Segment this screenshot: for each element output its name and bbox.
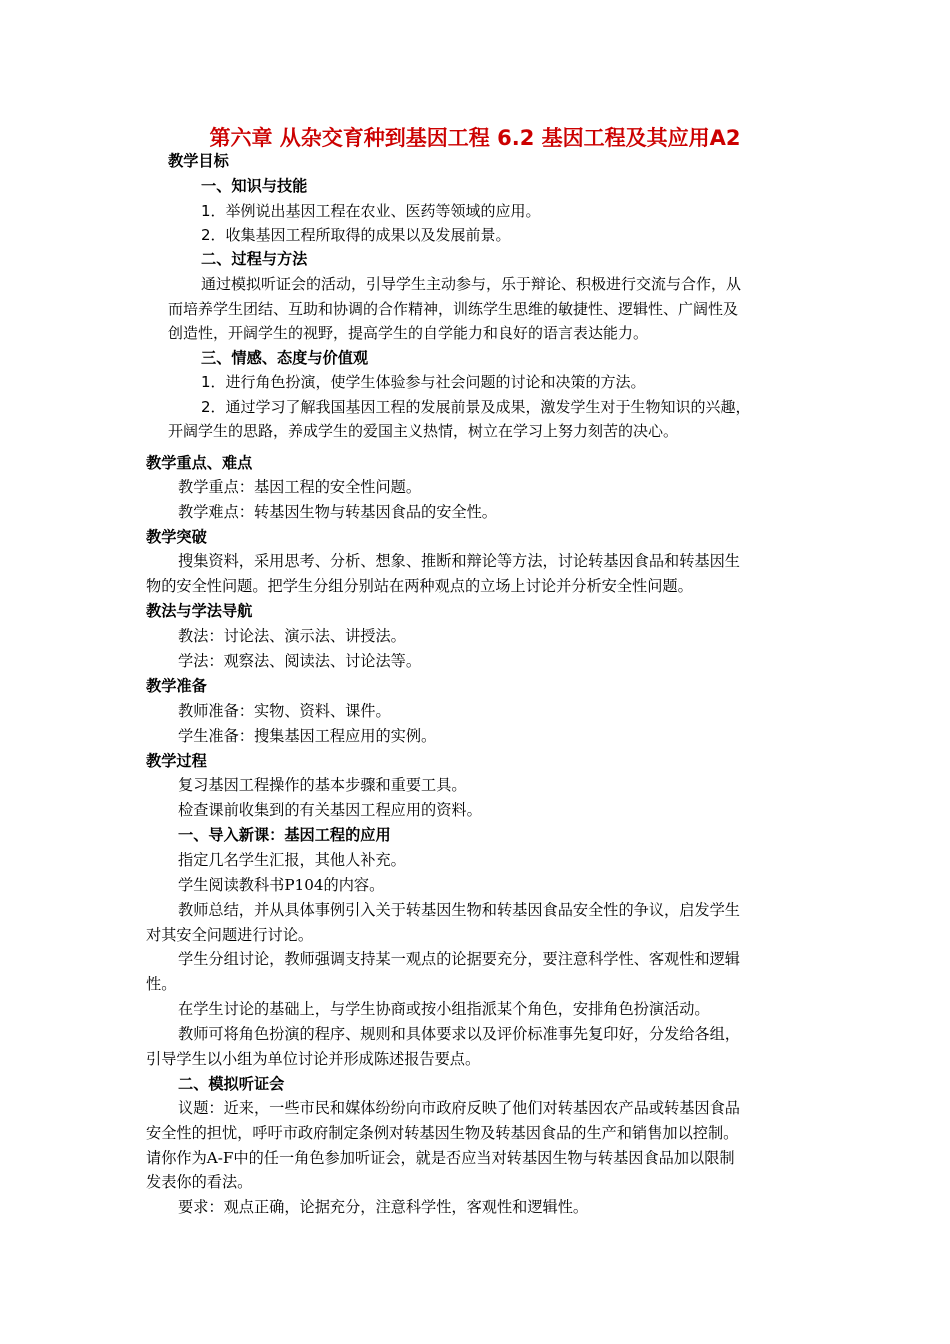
part1-line: 教师总结，并从具体事例引入关于转基因生物和转基因食品安全性的争议，启发学生 <box>178 901 740 919</box>
process-methods-heading: 二、过程与方法 <box>201 250 308 268</box>
procedure-intro-line: 复习基因工程操作的基本步骤和重要工具。 <box>178 776 467 794</box>
part2-line: 请你作为A-F中的任一角色参加听证会，就是否应当对转基因生物与转基因食品加以限制 <box>146 1149 735 1167</box>
attitude-values-heading: 三、情感、态度与价值观 <box>201 349 369 367</box>
attitude-line: 2．通过学习了解我国基因工程的发展前景及成果，激发学生对于生物知识的兴趣， <box>201 398 751 416</box>
key-points-line: 教学重点：基因工程的安全性问题。 <box>178 478 421 496</box>
part1-line: 在学生讨论的基础上，与学生协商或按小组指派某个角色，安排角色扮演活动。 <box>178 1000 710 1018</box>
preparation-line: 学生准备：搜集基因工程应用的实例。 <box>178 727 437 745</box>
part1-line: 学生阅读教科书P104的内容。 <box>178 876 385 894</box>
part1-heading: 一、导入新课：基因工程的应用 <box>178 826 391 844</box>
part1-line: 性。 <box>146 975 177 993</box>
procedure-intro-line: 检查课前收集到的有关基因工程应用的资料。 <box>178 801 482 819</box>
part2-line: 安全性的担忧，呼吁市政府制定条例对转基因生物及转基因食品的生产和销售加以控制。 <box>146 1124 739 1142</box>
objectives-heading: 教学目标 <box>168 152 229 170</box>
knowledge-item: 2．收集基因工程所取得的成果以及发展前景。 <box>201 226 511 244</box>
document-title: 第六章 从杂交育种到基因工程 6.2 基因工程及其应用A2 <box>209 126 741 150</box>
attitude-line: 1．进行角色扮演，使学生体验参与社会问题的讨论和决策的方法。 <box>201 373 646 391</box>
attitude-line: 开阔学生的思路，养成学生的爱国主义热情，树立在学习上努力刻苦的决心。 <box>168 422 679 440</box>
part2-heading: 二、模拟听证会 <box>178 1075 285 1093</box>
part1-line: 教师可将角色扮演的程序、规则和具体要求以及评价标准事先复印好，分发给各组， <box>178 1025 740 1043</box>
part2-line: 议题：近来，一些市民和媒体纷纷向市政府反映了他们对转基因农产品或转基因食品 <box>178 1099 740 1117</box>
key-points-line: 教学难点：转基因生物与转基因食品的安全性。 <box>178 503 497 521</box>
methods-line: 学法：观察法、阅读法、讨论法等。 <box>178 652 421 670</box>
process-line: 而培养学生团结、互助和协调的合作精神，训练学生思维的敏捷性、逻辑性、广阔性及 <box>168 300 739 318</box>
knowledge-item: 1．举例说出基因工程在农业、医药等领域的应用。 <box>201 202 541 220</box>
preparation-heading: 教学准备 <box>146 677 207 695</box>
part1-line: 引导学生以小组为单位讨论并形成陈述报告要点。 <box>146 1050 481 1068</box>
breakthrough-line: 物的安全性问题。把学生分组分别站在两种观点的立场上讨论并分析安全性问题。 <box>146 577 693 595</box>
preparation-line: 教师准备：实物、资料、课件。 <box>178 702 391 720</box>
part1-line: 学生分组讨论，教师强调支持某一观点的论据要充分，要注意科学性、客观性和逻辑 <box>178 950 740 968</box>
part1-line: 对其安全问题进行讨论。 <box>146 926 314 944</box>
breakthrough-line: 搜集资料，采用思考、分析、想象、推断和辩论等方法，讨论转基因食品和转基因生 <box>178 552 740 570</box>
procedure-heading: 教学过程 <box>146 752 207 770</box>
process-line: 创造性，开阔学生的视野，提高学生的自学能力和良好的语言表达能力。 <box>168 324 649 342</box>
process-line: 通过模拟听证会的活动，引导学生主动参与，乐于辩论、积极进行交流与合作，从 <box>201 275 742 293</box>
breakthrough-heading: 教学突破 <box>146 528 207 546</box>
part2-line: 要求：观点正确，论据充分，注意科学性，客观性和逻辑性。 <box>178 1198 589 1216</box>
knowledge-skills-heading: 一、知识与技能 <box>201 177 308 195</box>
methods-line: 教法：讨论法、演示法、讲授法。 <box>178 627 406 645</box>
part2-line: 发表你的看法。 <box>146 1173 253 1191</box>
key-points-heading: 教学重点、难点 <box>146 454 253 472</box>
methods-heading: 教法与学法导航 <box>146 602 253 620</box>
part1-line: 指定几名学生汇报，其他人补充。 <box>178 851 406 869</box>
